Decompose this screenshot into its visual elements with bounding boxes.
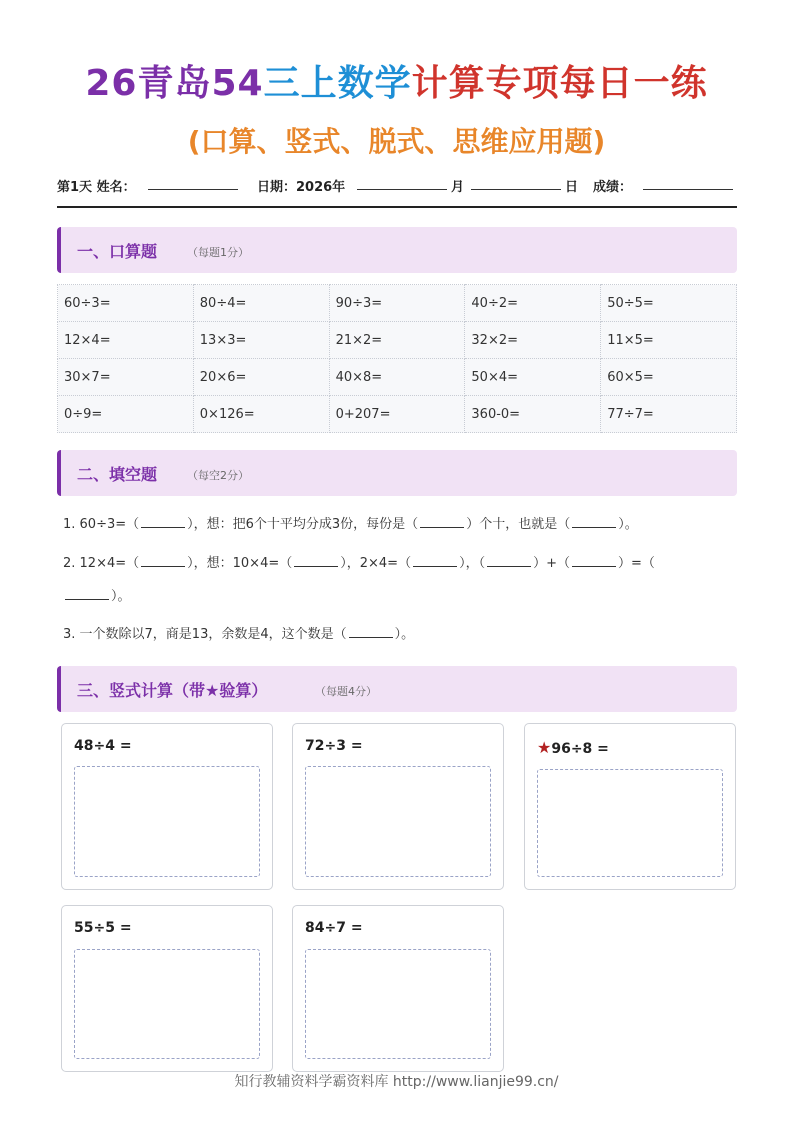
problem-label: 72÷3 = — [305, 738, 363, 754]
problem-cell[interactable]: 360-0= — [465, 396, 601, 433]
answer-blank[interactable] — [413, 555, 457, 567]
score-blank[interactable] — [643, 189, 733, 190]
section-heading: 二、填空题 — [77, 465, 158, 484]
answer-blank[interactable] — [141, 516, 185, 528]
problem-label: 48÷4 = — [74, 738, 132, 754]
vertical-calc-card-verify — [524, 723, 736, 890]
work-area[interactable] — [74, 949, 260, 1059]
problem-cell[interactable]: 40×8= — [329, 359, 465, 396]
vertical-calc-card — [61, 905, 273, 1072]
section-heading: 一、口算题 — [77, 242, 158, 261]
footer-watermark: 知行教辅资料学霸资料库 http://www.lianjie99.cn/ — [234, 1074, 559, 1090]
problem-cell[interactable]: 50÷5= — [601, 285, 737, 322]
problem-cell[interactable]: 90÷3= — [329, 285, 465, 322]
problem-cell[interactable]: 60×5= — [601, 359, 737, 396]
day-label: 日 — [565, 180, 579, 195]
problem-cell[interactable]: 13×3= — [193, 322, 329, 359]
vertical-calc-card — [61, 723, 273, 890]
problem-cell[interactable]: 50×4= — [465, 359, 601, 396]
page-title — [0, 55, 793, 106]
work-area[interactable] — [305, 949, 491, 1059]
problem-cell[interactable]: 0÷9= — [58, 396, 194, 433]
problem-cell[interactable]: 40÷2= — [465, 285, 601, 322]
title-part-grade: 26青岛54 — [85, 63, 264, 104]
table-row — [58, 359, 737, 396]
section-score-note: （每题4分） — [315, 685, 377, 698]
vertical-calc-card — [292, 905, 504, 1072]
table-row — [58, 285, 737, 322]
problem-label: ★96÷8 = — [537, 738, 609, 757]
header-divider — [57, 206, 737, 208]
page-subtitle: (口算、竖式、脱式、思维应用题) — [187, 125, 606, 158]
problem-label: 84÷7 = — [305, 920, 363, 936]
problem-cell[interactable]: 21×2= — [329, 322, 465, 359]
star-icon: ★ — [537, 738, 552, 757]
section-fill-blank-header — [57, 450, 737, 496]
section-oral-calc-header — [57, 227, 737, 273]
work-area[interactable] — [305, 766, 491, 877]
fill-question-2: 2. 12×4=（ ），想：10×4=（ ），2×4=（ ），（ ）+（ ）=（ — [63, 556, 655, 571]
answer-blank[interactable] — [572, 516, 616, 528]
work-area[interactable] — [537, 769, 723, 877]
answer-blank[interactable] — [294, 555, 338, 567]
title-part-topic: 计算专项每日一练 — [411, 63, 708, 104]
answer-blank[interactable] — [420, 516, 464, 528]
section-vertical-calc-header — [57, 666, 737, 712]
problem-cell[interactable]: 11×5= — [601, 322, 737, 359]
title-part-subject: 三上数学 — [263, 63, 412, 104]
month-label: 月 — [451, 180, 465, 195]
problem-cell[interactable]: 0+207= — [329, 396, 465, 433]
year-blank[interactable] — [357, 189, 447, 190]
section-heading: 三、竖式计算（带★验算） — [77, 681, 268, 700]
vertical-calc-card — [292, 723, 504, 890]
fill-question-2-cont: ）。 — [63, 585, 131, 604]
problem-cell[interactable]: 77÷7= — [601, 396, 737, 433]
section-score-note: （每题1分） — [187, 246, 249, 259]
problem-label: 55÷5 = — [74, 920, 132, 936]
answer-blank[interactable] — [487, 555, 531, 567]
name-blank[interactable] — [148, 189, 238, 190]
answer-blank[interactable] — [65, 588, 109, 600]
problem-cell[interactable]: 0×126= — [193, 396, 329, 433]
answer-blank[interactable] — [141, 555, 185, 567]
answer-blank[interactable] — [572, 555, 616, 567]
section-score-note: （每空2分） — [187, 469, 249, 482]
fill-question-3: 3. 一个数除以7，商是13，余数是4，这个数是（ ）。 — [63, 627, 415, 642]
month-blank[interactable] — [471, 189, 561, 190]
problem-cell[interactable]: 60÷3= — [58, 285, 194, 322]
score-label: 成绩： — [593, 180, 633, 195]
problem-cell[interactable]: 80÷4= — [193, 285, 329, 322]
problem-cell[interactable]: 32×2= — [465, 322, 601, 359]
problem-cell[interactable]: 20×6= — [193, 359, 329, 396]
student-info-line — [57, 176, 737, 196]
table-row — [58, 396, 737, 433]
problem-cell[interactable]: 12×4= — [58, 322, 194, 359]
work-area[interactable] — [74, 766, 260, 877]
problem-cell[interactable]: 30×7= — [58, 359, 194, 396]
table-row — [58, 322, 737, 359]
day-name-label: 第1天 姓名： — [57, 180, 136, 195]
answer-blank[interactable] — [349, 626, 393, 638]
date-label: 日期：2026年 — [257, 180, 346, 195]
fill-question-1: 1. 60÷3=（ ），想：把6个十平均分成3份，每份是（ ）个十，也就是（ ）。 — [63, 517, 638, 532]
oral-calc-grid — [57, 284, 737, 433]
